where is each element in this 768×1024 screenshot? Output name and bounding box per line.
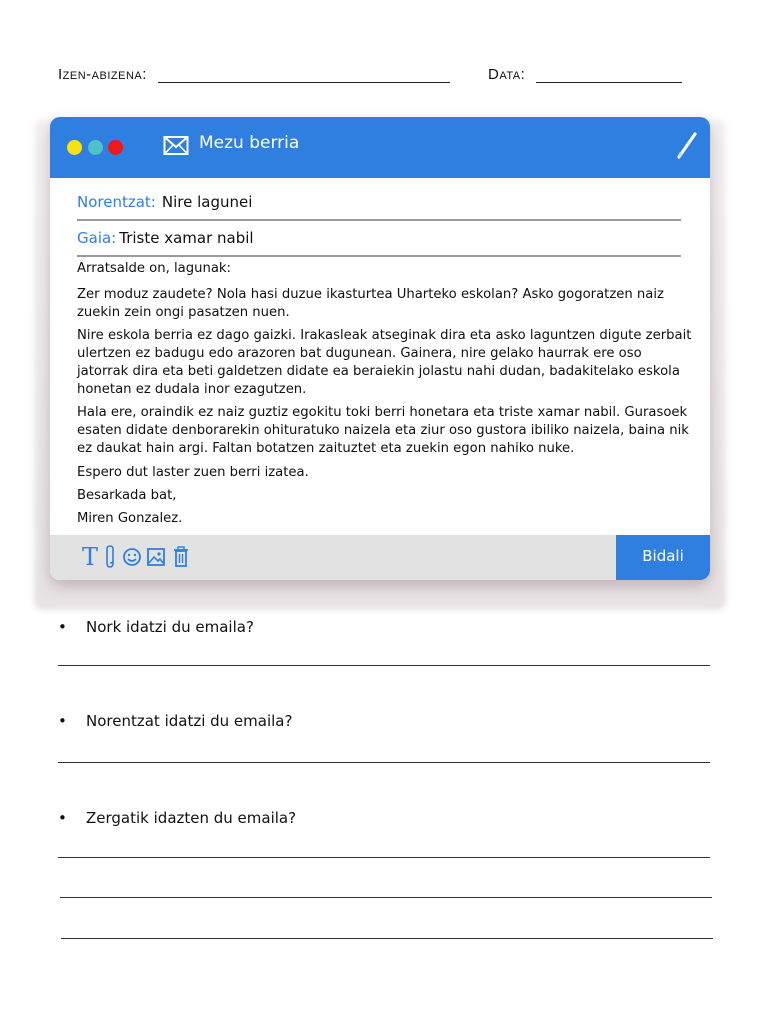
signature-paragraph: Miren Gonzalez. [77, 511, 183, 526]
body-paragraph: Nire eskola berria ez dago gaizki. Irakasleak atseginak dira eta asko laguntzen digute zerbait ulertzen ez badugu edo arazoren bat dugunean. Gainera, nire gelako haurrak ere oso jatorrak dira eta beti galdetzen didate ea beraiekin jolastu nahi dudan, badakitelako eskola honetan ez dudala inor ezagutzen. [77, 328, 692, 397]
minimize-dot[interactable] [67, 140, 82, 155]
question-text: Zergatik idazten du emaila? [86, 809, 297, 827]
email-window [50, 117, 710, 580]
bullet-icon: • [58, 618, 67, 636]
answer-line[interactable] [58, 857, 710, 858]
bullet-icon: • [58, 712, 67, 730]
answer-line[interactable] [58, 762, 710, 763]
date-field [488, 66, 682, 83]
to-label: Norentzat: [77, 193, 156, 211]
attachment-icon[interactable] [104, 544, 118, 570]
subject-field[interactable] [77, 229, 681, 257]
answer-line[interactable] [58, 665, 710, 666]
text-format-icon[interactable]: T [82, 543, 99, 571]
question-item [58, 712, 292, 730]
question-item [58, 809, 296, 827]
pen-icon[interactable] [676, 131, 698, 159]
worksheet-header [58, 66, 698, 90]
farewell-paragraph: Besarkada bat, [77, 488, 177, 503]
to-field[interactable] [77, 193, 681, 221]
answer-line[interactable] [61, 938, 713, 939]
trash-icon[interactable] [172, 544, 190, 570]
question-item [58, 618, 254, 636]
date-blank[interactable] [536, 68, 682, 83]
image-icon[interactable] [146, 544, 166, 570]
close-dot[interactable] [108, 140, 123, 155]
emoji-icon[interactable] [122, 544, 142, 570]
body-paragraph: Zer moduz zaudete? Nola hasi duzue ikasturtea Uharteko eskolan? Asko gogoratzen naiz zuekin zein ongi pasatzen nuen. [77, 287, 664, 320]
email-body[interactable] [77, 260, 697, 533]
bullet-icon: • [58, 809, 67, 827]
email-titlebar [50, 117, 710, 178]
email-window-title: Mezu berria [199, 133, 300, 153]
question-text: Nork idatzi du emaila? [86, 618, 254, 636]
send-button[interactable]: Bidali [616, 535, 710, 580]
body-paragraph: Hala ere, oraindik ez naiz guztiz egokitu toki berri honetara eta triste xamar nabil. Gurasoek esaten didate denborarekin ohituratuko naizela eta ziur oso gustora ibiliko naizela, baina nik ez daukat hain argi. Faltan botatzen zaituztet eta zuekin egon nahiko nuke. [77, 405, 689, 456]
to-value: Nire lagunei [161, 193, 253, 211]
closing-paragraph: Espero dut laster zuen berri izatea. [77, 465, 309, 480]
email-toolbar [50, 535, 710, 580]
envelope-icon [163, 135, 189, 157]
question-text: Norentzat idatzi du emaila? [86, 712, 293, 730]
name-label: Izen-abizena: [58, 66, 147, 83]
date-label: Data: [488, 66, 526, 83]
maximize-dot[interactable] [88, 140, 103, 155]
answer-line[interactable] [60, 897, 712, 898]
name-blank[interactable] [158, 68, 450, 83]
greeting-paragraph: Arratsalde on, lagunak: [77, 261, 231, 276]
subject-value: Triste xamar nabil [119, 229, 254, 247]
subject-label: Gaia: [77, 229, 117, 247]
name-field [58, 66, 450, 83]
